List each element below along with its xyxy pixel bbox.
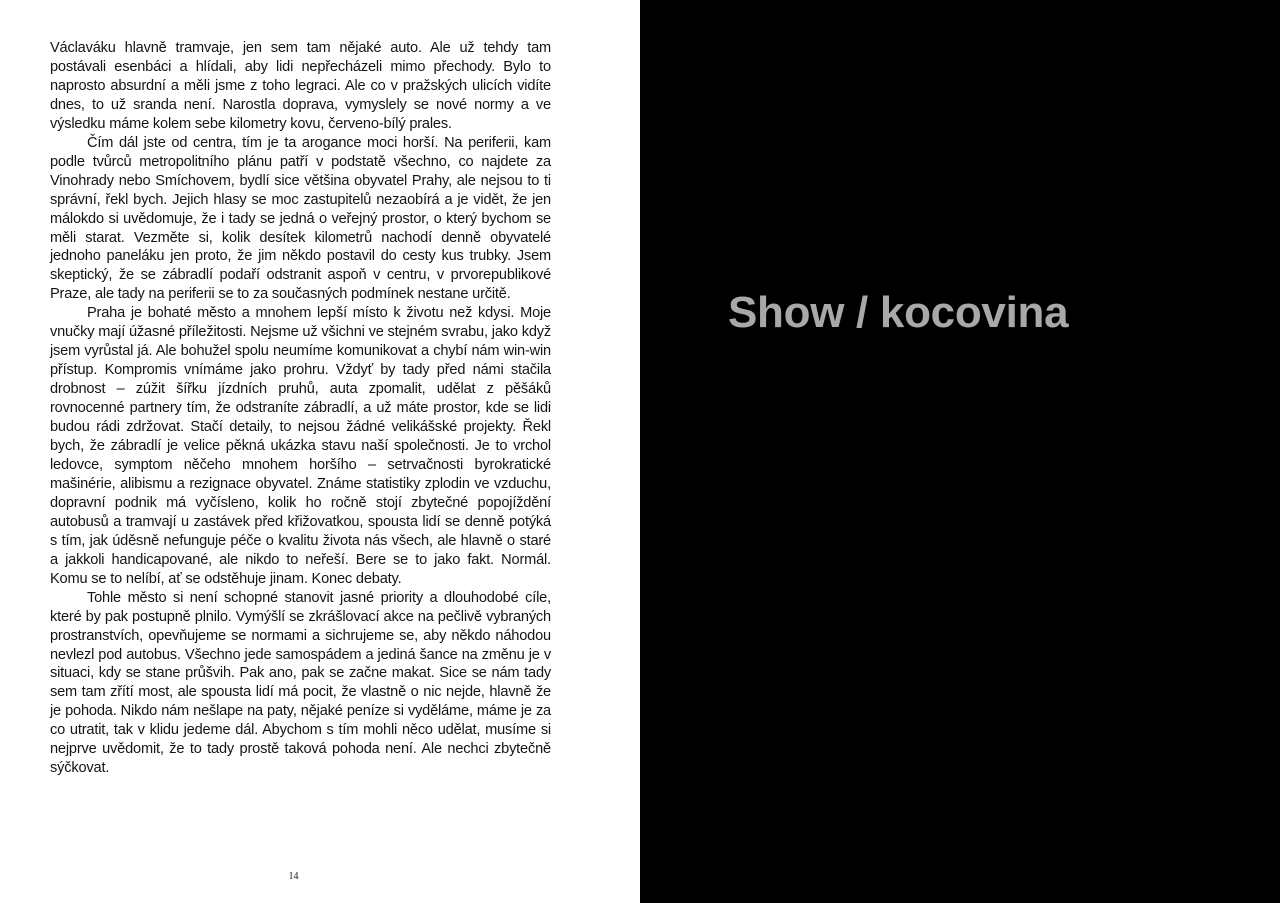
body-text bbox=[50, 39, 551, 778]
paragraph: Tohle město si není schopné stanovit jasné priority a dlouhodobé cíle, které by pak postupně plnilo. Vymýšlí se zkrášlovací akce na pečlivě vybraných prostranstvích, opevňujeme se normami a sichrujeme se, aby někdo náhodou nevlezl pod autobus. Všechno jede samospádem a jediná šance na změnu je v situaci, kdy se stane průšvih. Pak ano, pak se začne makat. Sice se nám tady sem tam zřítí most, ale spousta lidí má pocit, že vlastně o nic nejde, hlavně že je pohoda. Nikdo nám nešlape na paty, nějaké peníze si vyděláme, máme je za co utratit, tak v klidu jedeme dál. Abychom s tím mohli něco udělat, musíme si nejprve uvědomit, že to tady prostě taková pohoda není. Ale nechci zbytečně sýčkovat. bbox=[50, 589, 551, 777]
paragraph: Praha je bohaté město a mnohem lepší místo k životu než kdysi. Moje vnučky mají úžasné příležitosti. Nejsme už všichni ve stejném svrabu, jako když jsem vyrůstal já. Ale bohužel spolu neumíme komunikovat a chybí nám win-win přístup. Kompromis vnímáme jako prohru. Vždyť by tady před námi stačila drobnost – zúžit šířku jízdních pruhů, auta zpomalit, udělat z pěšáků rovnocenné partnery tím, že odstraníte zábradlí, a už máte prostor, kde se lidi budou rádi zdržovat. Stačí detaily, to nejsou žádné velikášské projekty. Řekl bych, že zábradlí je velice pěkná ukázka stavu naší společnosti. Je to vrchol ledovce, symptom něčeho mnohem horšího – setrvačnosti byrokratické mašinérie, alibismu a rezignace obyvatel. Známe statistiky zplodin ve vzduchu, dopravní podnik má vyčísleno, kolik ho ročně stojí zbytečné popojíždění autobusů a tramvají u zastávek před křižovatkou, spousta lidí se denně potýká s tím, jak úděsně nefunguje péče o kvalitu života nás všech, ale hlavně o staré a jakkoli handicapované, ale nikdo to neřeší. Bere se to jako fakt. Normál. Komu se to nelíbí, ať se odstěhuje jinam. Konec debaty. bbox=[50, 305, 551, 587]
paragraph: Čím dál jste od centra, tím je ta arogance moci horší. Na periferii, kam podle tvůrců metropolitního plánu patří v podstatě všechno, co najdete za Vinohrady nebo Smíchovem, bydlí sice většina obyvatel Prahy, ale nejsou to ti správní, řekl bych. Jejich hlasy se moc zastupitelů nezaobírá a je vidět, že jen málokdo si uvědomuje, že i tady se jedná o veřejný prostor, o který bychom se měli starat. Vezměte si, kolik desítek kilometrů nachodí denně obyvatelé jednoho paneláku jen proto, že jim někdo postavil do cesty kus trubky. Jsem skeptický, že se zábradlí podaří odstranit aspoň v centru, v prvorepublikové Praze, ale tady na periferii se to za současných podmínek nestane určitě. bbox=[50, 134, 551, 303]
chapter-title: Show / kocovina bbox=[728, 288, 1069, 337]
page-number: 14 bbox=[288, 871, 299, 882]
right-page bbox=[640, 0, 1280, 903]
paragraph: Václaváku hlavně tramvaje, jen sem tam nějaké auto. Ale už tehdy tam postávali esenbáci a hlídali, aby lidi nepřecházeli mimo přechody. Bylo to naprosto absurdní a měli jsme z toho legraci. Ale co v pražských ulicích vidíte dnes, to už sranda není. Narostla doprava, vymyslely se nové normy a ve výsledku máme kolem sebe kilometry kovu, červeno-bílý prales. bbox=[50, 40, 551, 132]
